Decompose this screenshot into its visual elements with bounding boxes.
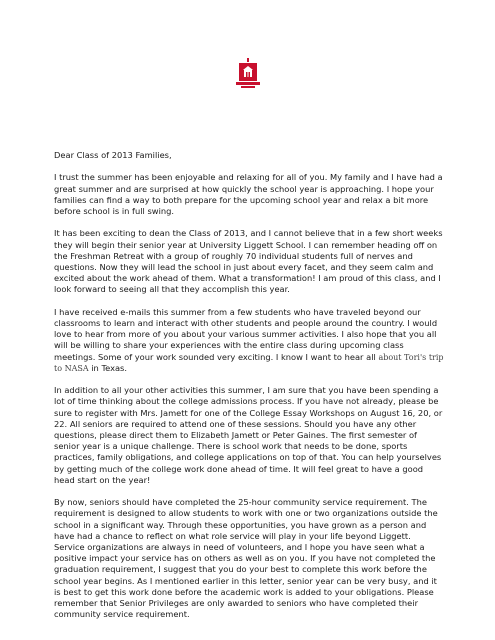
letter-body — [54, 150, 444, 632]
school-crest-icon — [233, 58, 263, 92]
nasa-trip-link[interactable]: about Tori's trip to NASA — [54, 352, 444, 373]
paragraph-summer-activities — [54, 307, 444, 374]
paragraph-class-dean: It has been exciting to dean the Class of 2013, and I cannot believe that in a few short weeks they will begin their senior year at University Liggett School. I can remember heading off on the Freshman Retreat with a group of roughly 70 individual students full of nerves and questions. Now they will lead the school in just about every facet, and they seem calm and excited about the work ahead of them. What a transformation! I am proud of this class, and I look forward to seeing all that they accomplish this year. — [54, 228, 443, 295]
paragraph-summer-activities-end: in Texas. — [88, 362, 128, 373]
salutation: Dear Class of 2013 Families, — [54, 150, 172, 160]
paragraph-college-admissions: In addition to all your other activities this summer, I am sure that you have been spending a lot of time thinking about the college admissions process. If you have not already, please be sure to register with Mrs. Jamett for one of the College Essay Workshops on August 16, 20, or 22. All seniors are required to attend one of these sessions. Should you have any other questions, please direct them to Elizabeth Jamett or Peter Gaines. The first semester of senior year is a unique challenge. There is school work that needs to be done, sports practices, family obligations, and college applications on top of that. You can help yourselves by getting much of the college work done ahead of time. It will feel great to have a good head start on the year! — [54, 385, 443, 485]
paragraph-summer-activities-text: I have received e-mails this summer from a few students who have traveled beyond our classrooms to learn and interact with other students and people around the country. I would love to hear from more of you about your various summer activities. I also hope that you all will be willing to share your experiences with the entire class during upcoming class meetings. Some of your work sounded very exciting. I know I want to hear all — [54, 306, 438, 362]
paragraph-community-service: By now, seniors should have completed the 25-hour community service requirement. The requirement is designed to allow students to work with one or two organizations outside the school in a significant way. Through these opportunities, you have grown as a person and have had a chance to reflect on what role service will play in your life beyond Liggett. Service organizations are always in need of volunteers, and I hope you have seen what a positive impact your service has on others as well as on you. If you have not completed the graduation requirement, I suggest that you do your best to complete this work before the school year begins. As I mentioned earlier in this letter, senior year can be very busy, and it is best to get this work done before the academic work is added to your obligations. Please remember that Senior Privileges are only awarded to seniors who have completed their community service requirement. — [54, 497, 438, 620]
paragraph-summer: I trust the summer has been enjoyable and relaxing for all of you. My family and I have had a great summer and are surprised at how quickly the school year is approaching. I hope your families can find a way to both prepare for the upcoming school year and relax a bit more before school is in full swing. — [54, 172, 443, 216]
